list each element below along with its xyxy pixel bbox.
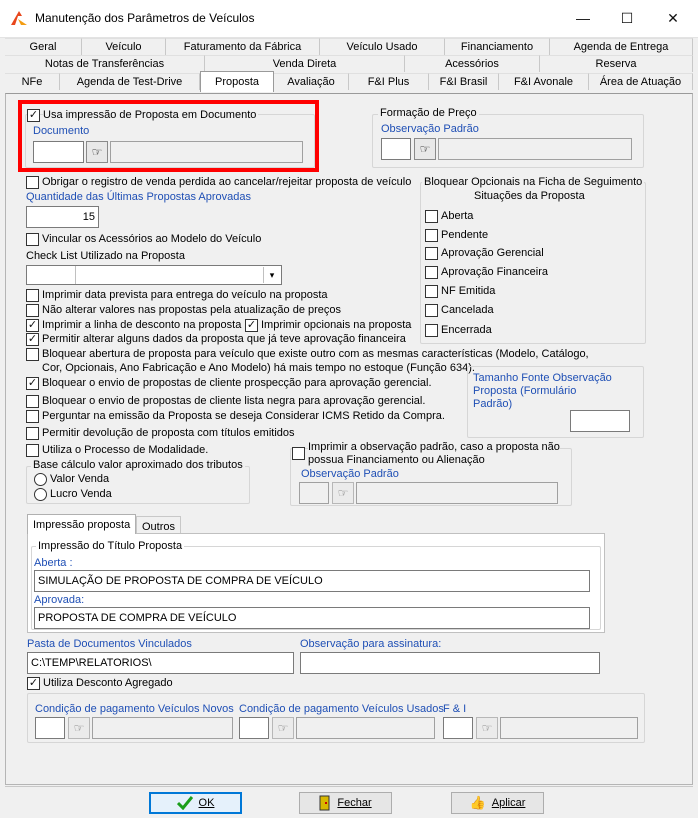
observacao-padrao-2-lookup-button[interactable] [332, 482, 354, 504]
aberta-input[interactable]: SIMULAÇÃO DE PROPOSTA DE COMPRA DE VEÍCULO [34, 570, 590, 592]
option-checkbox-4[interactable] [26, 348, 39, 361]
observacao-padrao-label: Observação Padrão [381, 123, 479, 135]
situacao-aprov-financeira-label: Aprovação Financeira [441, 266, 549, 278]
imprimir-observacao-checkbox[interactable] [292, 447, 305, 460]
fi-input[interactable] [443, 717, 473, 739]
condicao-usados-lookup-button[interactable] [272, 717, 294, 739]
condicao-novos-description [92, 717, 233, 739]
pointing-hand-icon: ☞ [277, 721, 289, 735]
situacao-nf-emitida-checkbox[interactable] [425, 285, 438, 298]
option-checkbox-1[interactable] [26, 304, 39, 317]
usa-impressao-label: Usa impressão de Proposta em Documento [43, 109, 257, 121]
door-exit-icon [319, 795, 331, 811]
aprovada-label: Aprovada: [34, 594, 85, 606]
bloquear-opcionais-group [420, 182, 646, 344]
option-label-6: Bloquear o envio de propostas de cliente lista negra para aprovação gerencial. [42, 395, 426, 407]
option-checkbox-7[interactable] [26, 410, 39, 423]
impressao-titulo-title: Impressão do Título Proposta [38, 540, 183, 552]
checklist-label: Check List Utilizado na Proposta [26, 250, 185, 262]
tab-faturamento-fabrica[interactable]: Faturamento da Fábrica [166, 38, 320, 55]
option-checkbox-6[interactable] [26, 395, 39, 408]
ok-button[interactable]: OK [149, 792, 242, 814]
chevron-down-icon[interactable]: ▾ [263, 267, 280, 283]
tab-nfe[interactable]: NFe [5, 73, 60, 90]
valor-venda-label: Valor Venda [50, 473, 110, 485]
documento-label: Documento [33, 125, 90, 137]
option-label-8: Permitir devolução de proposta com títulos emitidos [42, 427, 295, 439]
highlight-box [18, 100, 319, 172]
lucro-venda-radio[interactable] [34, 488, 47, 501]
utiliza-desconto-label: Utiliza Desconto Agregado [43, 677, 173, 689]
option-checkbox-5[interactable]: ✓ [27, 377, 38, 389]
observacao-padrao-lookup-button[interactable] [414, 138, 436, 160]
situacao-cancelada-checkbox[interactable] [425, 304, 438, 317]
option-checkbox-9[interactable] [26, 444, 39, 457]
situacao-aprov-financeira-checkbox[interactable] [425, 266, 438, 279]
pasta-input[interactable]: C:\TEMP\RELATORIOS\ [27, 652, 294, 674]
app-logo-icon [10, 9, 28, 27]
tamanho-fonte-input[interactable] [570, 410, 630, 432]
option-checkbox-3[interactable]: ✓ [27, 333, 38, 345]
base-calculo-title: Base cálculo valor aproximado dos tributos [33, 459, 243, 471]
observacao-assinatura-label: Observação para assinatura: [300, 638, 442, 650]
situacao-aberta-label: Aberta [441, 210, 474, 222]
tab-fi-plus[interactable]: F&I Plus [349, 73, 429, 90]
option-label-3: Permitir alterar alguns dados da proposta que já teve aprovação financeira [42, 333, 406, 345]
condicao-novos-lookup-button[interactable] [68, 717, 90, 739]
imprimir-observacao-label-1: Imprimir a observação padrão, caso a proposta não [308, 441, 560, 453]
situacoes-title: Situações da Proposta [474, 190, 585, 202]
condicao-usados-description [296, 717, 435, 739]
situacao-encerrada-label: Encerrada [441, 324, 492, 336]
usa-impressao-checkbox[interactable]: ✓ [28, 109, 39, 121]
condicao-novos-input[interactable] [35, 717, 65, 739]
quantidade-label: Quantidade das Últimas Propostas Aprovadas [26, 191, 252, 203]
option-label-4-line2: Cor, Opcionais, Ano Fabricação e Ano Modelo) há mais tempo no estoque (Função 634). [42, 362, 475, 374]
tab-financiamento[interactable]: Financiamento [445, 38, 550, 55]
pointing-hand-icon: ☞ [91, 145, 103, 159]
tamanho-fonte-label-3: Padrão) [473, 398, 513, 410]
fi-description [500, 717, 638, 739]
obrigar-registro-label: Obrigar o registro de venda perdida ao cancelar/rejeitar proposta de veículo [42, 176, 412, 188]
lucro-venda-label: Lucro Venda [50, 488, 112, 500]
tab-fi-brasil[interactable]: F&I Brasil [429, 73, 499, 90]
tab-acessorios[interactable]: Acessórios [405, 55, 540, 72]
option-label-2: Imprimir a linha de desconto na proposta [42, 319, 242, 331]
pointing-hand-icon: ☞ [481, 721, 493, 735]
condicao-usados-input[interactable] [239, 717, 269, 739]
tab-agenda-test-drive[interactable]: Agenda de Test-Drive [60, 73, 200, 90]
condicao-novos-label: Condição de pagamento Veículos Novos [35, 703, 234, 715]
option-label-5: Bloquear o envio de propostas de cliente prospecção para aprovação gerencial. [42, 377, 432, 389]
aprovada-input[interactable]: PROPOSTA DE COMPRA DE VEÍCULO [34, 607, 590, 629]
imprimir-observacao-label-2: possua Financiamento ou Alienação [308, 454, 485, 466]
tamanho-fonte-label-1: Tamanho Fonte Observação [473, 372, 612, 384]
observacao-padrao-2-input[interactable] [299, 482, 329, 504]
tab-agenda-entrega[interactable]: Agenda de Entrega [550, 38, 693, 55]
pasta-label: Pasta de Documentos Vinculados [27, 638, 192, 650]
option-label-1: Não alterar valores nas propostas pela atualização de preços [42, 304, 342, 316]
fi-lookup-button[interactable] [476, 717, 498, 739]
checkmark-icon [177, 796, 193, 810]
situacao-aprov-gerencial-label: Aprovação Gerencial [441, 247, 544, 259]
maximize-button[interactable]: ☐ [620, 9, 634, 26]
fechar-button[interactable]: Fechar [299, 792, 392, 814]
tab-venda-direta[interactable]: Venda Direta [205, 55, 405, 72]
subtab-outros[interactable]: Outros [136, 516, 181, 536]
option-label-9: Utiliza o Processo de Modalidade. [42, 444, 209, 456]
situacao-cancelada-label: Cancelada [441, 304, 494, 316]
thumbs-up-icon: 👍 [469, 795, 486, 810]
situacao-pendente-checkbox[interactable] [425, 229, 438, 242]
tab-veiculo-usado[interactable]: Veículo Usado [320, 38, 445, 55]
option-label-0: Imprimir data prevista para entrega do veículo na proposta [42, 289, 328, 301]
tab-notas-transferencias[interactable]: Notas de Transferências [5, 55, 205, 72]
imprimir-opcionais-checkbox[interactable]: ✓ [246, 319, 257, 331]
option-label-7: Perguntar na emissão da Proposta se deseja Considerar ICMS Retido da Compra. [42, 410, 445, 422]
valor-venda-radio[interactable] [34, 473, 47, 486]
observacao-assinatura-input[interactable] [300, 652, 600, 674]
imprimir-opcionais-label: Imprimir opcionais na proposta [261, 319, 412, 331]
window-title: Manutenção dos Parâmetros de Veículos [35, 11, 255, 25]
utiliza-desconto-checkbox[interactable]: ✓ [28, 677, 39, 689]
pointing-hand-icon: ☞ [419, 142, 431, 156]
situacao-nf-emitida-label: NF Emitida [441, 285, 496, 297]
vincular-acessorios-label: Vincular os Acessórios ao Modelo do Veículo [42, 233, 262, 245]
situacao-aberta-checkbox[interactable] [425, 210, 438, 223]
title-bar [0, 0, 698, 38]
aplicar-button[interactable]: 👍 Aplicar [451, 792, 544, 814]
condicao-usados-label: Condição de pagamento Veículos Usados [239, 703, 444, 715]
subtab-impressao-proposta[interactable]: Impressão proposta [27, 514, 136, 534]
vincular-acessorios-checkbox[interactable] [26, 233, 39, 246]
observacao-padrao-input[interactable] [381, 138, 411, 160]
close-button[interactable]: ✕ [667, 9, 679, 26]
formacao-preco-title: Formação de Preço [380, 107, 477, 119]
observacao-padrao-description [438, 138, 632, 160]
tab-reserva[interactable]: Reserva [540, 55, 693, 72]
tab-geral[interactable]: Geral [5, 38, 82, 55]
pointing-hand-icon: ☞ [337, 486, 349, 500]
tab-avaliacao[interactable]: Avaliação [274, 73, 349, 90]
tab-area-atuacao[interactable]: Área de Atuação [589, 73, 693, 90]
fi-label: F & I [443, 703, 467, 715]
tab-veiculo[interactable]: Veículo [82, 38, 166, 55]
bloquear-opcionais-title: Bloquear Opcionais na Ficha de Seguimento [424, 176, 643, 188]
pointing-hand-icon: ☞ [73, 721, 85, 735]
option-checkbox-0[interactable] [26, 289, 39, 302]
quantidade-input[interactable]: 15 [26, 206, 99, 228]
situacao-pendente-label: Pendente [441, 229, 489, 241]
observacao-padrao-2-label: Observação Padrão [301, 468, 399, 480]
tab-fi-avonale[interactable]: F&I Avonale [499, 73, 589, 90]
checklist-combobox[interactable] [26, 265, 282, 285]
aberta-label: Aberta : [34, 557, 73, 569]
option-checkbox-2[interactable]: ✓ [27, 319, 38, 331]
observacao-padrao-2-description [356, 482, 558, 504]
tamanho-fonte-label-2: Proposta (Formulário [473, 385, 577, 397]
situacao-encerrada-checkbox[interactable] [425, 324, 438, 337]
situacao-aprov-gerencial-checkbox[interactable] [425, 247, 438, 260]
tab-proposta[interactable]: Proposta [200, 71, 274, 92]
minimize-button[interactable]: — [576, 10, 590, 26]
option-checkbox-8[interactable] [26, 427, 39, 440]
option-label-4: Bloquear abertura de proposta para veículo que existe outro com as mesmas características (Modelo, Catálogo, [42, 348, 589, 360]
obrigar-registro-checkbox[interactable] [26, 176, 39, 189]
